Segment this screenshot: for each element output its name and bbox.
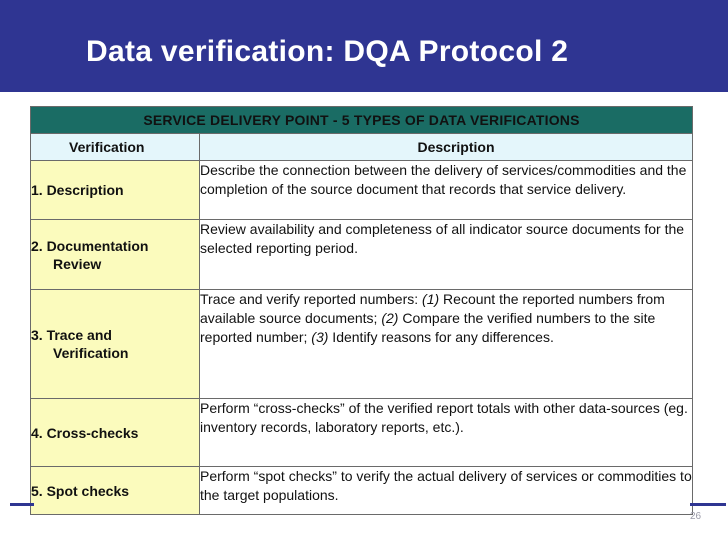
verification-label (31, 399, 200, 467)
verification-label-line1: 5. Spot checks (31, 482, 130, 499)
verification-label (31, 467, 200, 515)
footer-rule-right (690, 503, 726, 506)
verification-label-line1: 4. Cross-checks (31, 424, 139, 441)
verification-label (31, 220, 200, 290)
description-text: Perform “cross-checks” of the verified report totals with other data-sources (eg. inventory records, laboratory reports, etc.). (200, 400, 688, 435)
description-text: Trace and verify reported numbers: (200, 291, 423, 307)
step-marker: (2) (381, 310, 399, 326)
table-row (31, 399, 693, 467)
step-marker: (1) (422, 291, 440, 307)
description-text: Describe the connection between the delivery of services/commodities and the completion of the source document that records that service delivery. (200, 162, 687, 197)
verification-label-line1: 2. Documentation (31, 237, 149, 254)
column-header-description: Description (200, 134, 693, 161)
description-text: Identify reasons for any differences. (328, 329, 554, 345)
footer-rule-left (10, 503, 34, 506)
description-text: Recount the reported numbers from available source documents; (200, 291, 665, 326)
table-banner-row (31, 107, 693, 134)
verification-description (200, 467, 693, 515)
verification-description (200, 399, 693, 467)
table-row (31, 161, 693, 220)
verification-description (200, 161, 693, 220)
step-marker: (3) (311, 329, 329, 345)
verification-label (31, 290, 200, 399)
table-banner: SERVICE DELIVERY POINT - 5 TYPES OF DATA VERIFICATIONS (31, 107, 693, 134)
verification-label-line2: Verification (53, 345, 129, 361)
verification-label-line2: Review (53, 255, 102, 272)
page-number: 26 (690, 511, 702, 522)
description-text: Compare the verified numbers to the site reported number; (200, 310, 656, 345)
verification-label (31, 161, 200, 220)
table-row (31, 220, 693, 290)
page-title: Data verification: DQA Protocol 2 (86, 35, 569, 68)
description-text: Perform “spot checks” to verify the actual delivery of services or commodities to the target populations. (200, 468, 692, 503)
table-row (31, 467, 693, 515)
verification-description (200, 220, 693, 290)
column-header-row (31, 134, 693, 161)
title-bar (0, 0, 728, 92)
column-header-verification: Verification (31, 134, 200, 161)
table-row (31, 290, 693, 399)
data-verification-table (30, 106, 693, 515)
verification-label-line1: 1. Description (31, 182, 124, 198)
verification-label-line1: 3. Trace and (31, 327, 112, 343)
verification-description (200, 290, 693, 399)
description-text: Review availability and completeness of all indicator source documents for the selected reporting period. (200, 221, 685, 256)
